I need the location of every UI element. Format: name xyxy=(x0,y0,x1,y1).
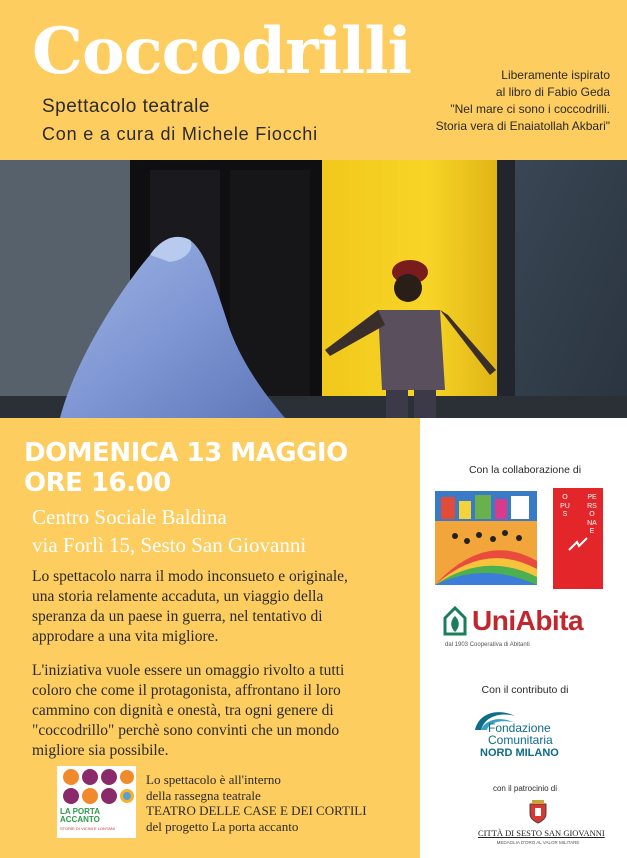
note-line: TEATRO DELLE CASE E DEI CORTILI xyxy=(146,803,367,818)
description-line: Lo spettacolo narra il modo inconsueto e originale, xyxy=(32,568,348,585)
inspiration-line: "Nel mare ci sono i coccodrilli. xyxy=(450,102,610,116)
description-line: coloro che come il protagonista, affrontano il loro xyxy=(32,682,341,699)
fondazione-line1: Fondazione xyxy=(488,721,551,735)
event-place xyxy=(32,503,306,559)
description-line: L'iniziativa vuole essere un omaggio rivolto a tutti xyxy=(32,662,345,679)
contrib-label: Con il contributo di xyxy=(481,684,569,696)
patron-label: con il patrocinio di xyxy=(492,784,558,793)
opus-text: OPUS xyxy=(560,494,570,518)
note-line: Lo spettacolo è all'interno xyxy=(146,772,281,787)
city-crest-icon xyxy=(528,800,548,824)
description-line: migliore sia possibile. xyxy=(32,742,169,759)
note-line: del progetto La porta accanto xyxy=(146,818,299,834)
fondazione-line3: NORD MILANO xyxy=(480,747,559,759)
inspiration-note xyxy=(436,67,610,135)
personae-text: PERSONAE xyxy=(587,494,597,535)
event-address: via Forlì 15, Sesto San Giovanni xyxy=(32,533,307,557)
opus-personae-logo xyxy=(553,488,603,589)
note-line: della rassegna teatrale xyxy=(146,787,261,803)
event-date: DOMENICA 13 MAGGIO xyxy=(24,438,348,468)
inspiration-line: Liberamente ispirato xyxy=(501,68,610,82)
porta-accanto-line1: LA PORTA xyxy=(60,807,100,816)
poster-curator: Con e a cura di Michele Fiocchi xyxy=(42,124,318,144)
description-line: speranza da un paese in guerra, nel tentativo di xyxy=(32,608,323,625)
opus-figure-icon xyxy=(567,536,589,554)
citta-name: CITTÀ DI SESTO SAN GIOVANNI xyxy=(478,828,605,838)
festival-note xyxy=(146,772,367,834)
citta-tagline: MEDAGLIA D'ORO AL VALOR MILITARE xyxy=(496,840,580,845)
hero-photo xyxy=(0,160,627,418)
uniabita-logo xyxy=(443,604,613,652)
description-line: approdare a una vita migliore. xyxy=(32,628,219,645)
poster-subtitle: Spettacolo teatrale xyxy=(42,96,210,117)
description-line: una storia relamente accaduta, un viaggio della xyxy=(32,588,324,605)
house-leaf-icon xyxy=(443,606,467,636)
event-time: ORE 16.00 xyxy=(24,468,171,498)
uniabita-name: UniAbita xyxy=(472,605,584,636)
porta-accanto-line2: ACCANTO xyxy=(60,815,100,824)
inspiration-line: Storia vera di Enaiatollah Akbari" xyxy=(435,119,610,133)
description-line: "coccodrillo" perchè sono convinti che un mondo xyxy=(32,722,340,739)
description-line: cammino con dignità e onestà, tra ogni genere di xyxy=(32,702,334,719)
event-datetime xyxy=(24,438,348,498)
event-venue: Centro Sociale Baldina xyxy=(32,505,227,529)
collab-painting-logo xyxy=(435,491,537,585)
porta-accanto-tagline: STORIE DI VICINI E LONTANI xyxy=(60,826,115,831)
fondazione-logo xyxy=(468,700,568,778)
uniabita-tagline: dal 1903 Cooperativa di Abitanti xyxy=(445,642,530,648)
inspiration-line: al libro di Fabio Geda xyxy=(495,85,610,99)
description-paragraph-2 xyxy=(32,661,402,761)
fondazione-line2: Comunitaria xyxy=(488,733,553,747)
collab-label: Con la collaborazione di xyxy=(468,464,582,476)
poster-title: Coccodrilli xyxy=(32,14,411,89)
description-paragraph-1 xyxy=(32,567,402,647)
citta-logo xyxy=(478,800,605,850)
porta-accanto-logo xyxy=(57,766,136,838)
